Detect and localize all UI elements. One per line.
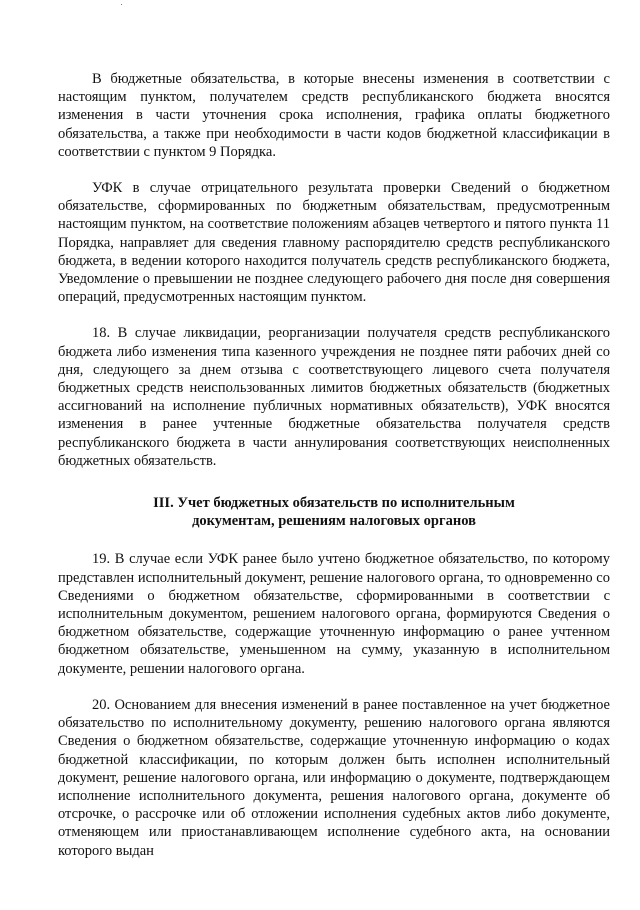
paragraph-budget-obligation-changes: В бюджетные обязательства, в которые внесены изменения в соответствии с настоящим пунктом, получателем средств республиканского бюджета вносятся изменения в части уточнения срока исполнения, графика оплаты бюджетного обязательства, а также при необходимости в части кодов бюджетной классификации в соответствии с пунктом 9 Порядка.	[58, 71, 610, 160]
paragraph-ufk-negative-check: УФК в случае отрицательного результата проверки Сведений о бюджетном обязательстве, сформированных по бюджетным обязательствам, предусмотренным настоящим пунктом, на соответствие положениям абзацев четвертого и пятого пункта 11 Порядка, направляет для сведения главному распорядителю средств республиканского бюджета, в ведении которого находится получатель средств республиканского бюджета, Уведомление о превышении не позднее следующего рабочего дня после дня совершения операций, предусмотренных настоящим пунктом.	[58, 180, 610, 306]
section-heading-line-1: III. Учет бюджетных обязательств по исполнительным	[153, 495, 515, 512]
document-body	[58, 70, 610, 860]
paragraph-19-executive-document: 19. В случае если УФК ранее было учтено бюджетное обязательство, по которому представлен исполнительный документ, решение налогового органа, то одновременно со Сведениями о бюджетном обязательстве, сформированными в соответствии с исполнительным документом, решением налогового органа, формируются Сведения о бюджетном обязательстве, содержащие уточненную информацию о ранее учтенном бюджетном обязательстве, уменьшенном на сумму, указанную в исполнительном документе, решении налогового органа.	[58, 551, 610, 677]
scan-speck	[121, 4, 122, 5]
section-heading-iii	[58, 494, 610, 530]
paragraph-20-basis-for-changes: 20. Основанием для внесения изменений в ранее поставленное на учет бюджетное обязательство по исполнительному документу, решению налогового органа являются Сведения о бюджетном обязательстве, содержащие уточненную информацию о кодах бюджетной классификации, по которым должен быть исполнен исполнительный документ, решение налогового органа, или информацию о документе, подтверждающем исполнение исполнительного документа, решения налогового органа, документе об отсрочке, о рассрочке или об отложении исполнения судебных актов либо документе, отменяющем или приостанавливающем исполнение судебного акта, на основании которого выдан	[58, 696, 610, 859]
paragraph-18-liquidation: 18. В случае ликвидации, реорганизации получателя средств республиканского бюджета либо изменения типа казенного учреждения не позднее пяти рабочих дней со дня, следующего за днем отзыва с соответствующего лицевого счета получателя бюджетных средств неиспользованных лимитов бюджетных обязательств (бюджетных ассигнований на исполнение публичных нормативных обязательств), УФК вносятся изменения в ранее учтенные бюджетные обязательства получателя средств республиканского бюджета в части аннулирования соответствующих неисполненных бюджетных обязательств.	[58, 325, 610, 469]
section-heading-line-2: документам, решениям налоговых органов	[192, 513, 476, 530]
